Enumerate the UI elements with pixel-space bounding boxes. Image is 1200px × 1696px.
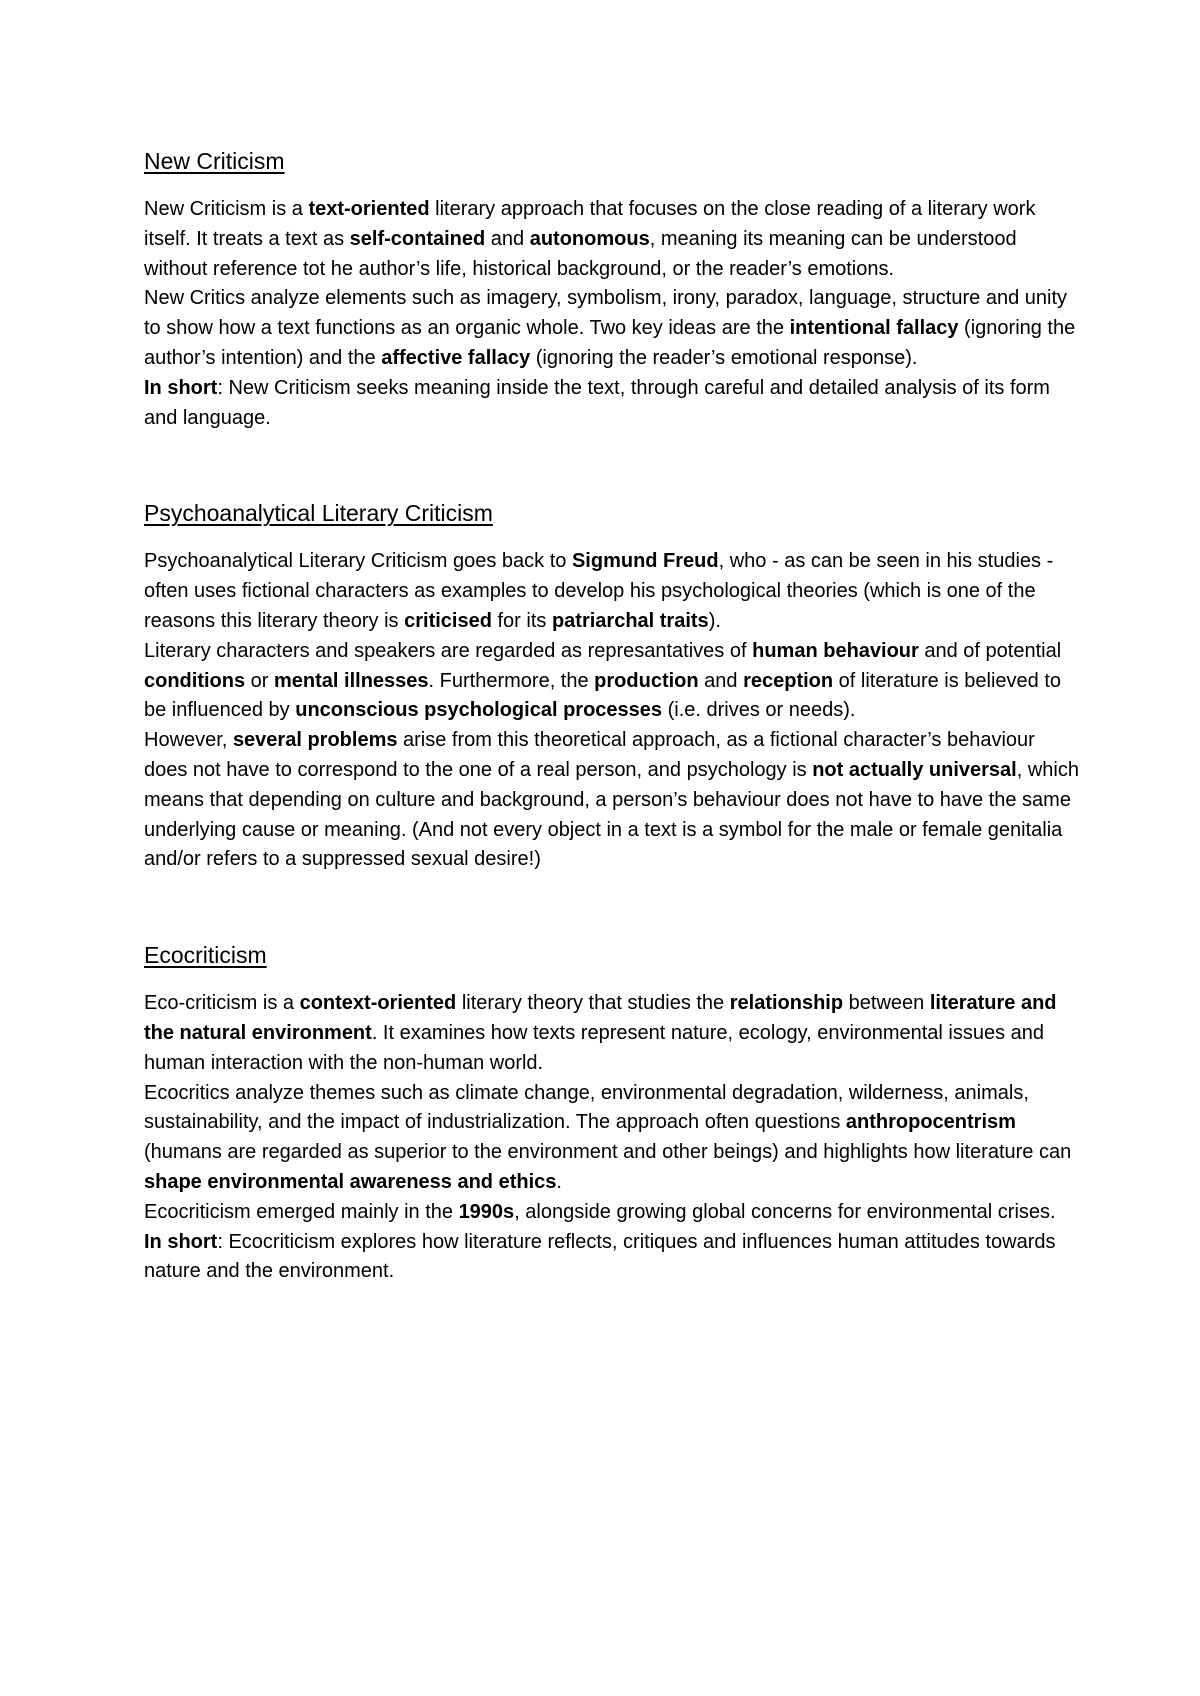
text-run: between (843, 992, 930, 1015)
section-paragraph (144, 195, 1080, 284)
bold-text-run: not actually universal (812, 758, 1017, 781)
text-run: (i.e. drives or needs). (662, 699, 856, 722)
bold-text-run: reception (743, 669, 834, 692)
text-run: , alongside growing global concerns for environmental crises. (514, 1200, 1056, 1223)
text-run: arise from this theoretical approach, as a fictional character’s behaviour does not have to correspond to the one of a real person, and psychology is (144, 729, 1035, 781)
bold-text-run: In short (144, 376, 218, 399)
text-run: . It examines how texts represent nature, ecology, environmental issues and human interaction with the non-human world. (144, 1021, 1045, 1074)
text-run: : New Criticism seeks meaning inside the text, through careful and detailed analysis of its form and language. (144, 376, 1050, 429)
section-paragraph (144, 989, 1080, 1078)
text-run: Eco-criticism is a (144, 992, 300, 1015)
text-run: ). (708, 609, 721, 632)
text-run: , who - as can be seen in his studies - often uses fictional characters as examples to develop his psychological theories (which is one of the reasons this literary theory is (144, 550, 1054, 632)
bold-text-run: text-oriented (308, 198, 430, 220)
text-run: (ignoring the author’s intention) and the (144, 317, 1076, 369)
text-run: Psychoanalytical Literary Criticism goes back to (144, 550, 572, 573)
text-run: Ecocriticism emerged mainly in the (144, 1200, 459, 1223)
section-paragraph (144, 1198, 1080, 1228)
section-paragraph (144, 1079, 1080, 1198)
bold-text-run: human behaviour (752, 639, 919, 662)
text-run: : Ecocriticism explores how literature reflects, critiques and influences human attitudes towards nature and the environment. (144, 1230, 1056, 1283)
bold-text-run: 1990s (458, 1200, 515, 1223)
bold-text-run: criticised (404, 609, 492, 632)
text-run: Literary characters and speakers are regarded as represantatives of (144, 639, 753, 662)
bold-text-run: mental illnesses (274, 669, 429, 692)
bold-text-run: In short (144, 1230, 218, 1253)
section-paragraph (144, 284, 1080, 373)
text-run: Ecocritics analyze themes such as climate change, environmental degradation, wilderness, animals, sustainability, and the impact of industrialization. The approach often questions (144, 1081, 1029, 1134)
bold-text-run: literature and the natural environment (144, 992, 1057, 1044)
section-new-criticism (144, 143, 1080, 433)
section-ecocriticism (144, 937, 1080, 1287)
section-heading: New Criticism (144, 148, 285, 174)
section-heading: Psychoanalytical Literary Criticism (144, 500, 493, 527)
section-paragraph (144, 374, 1080, 434)
text-run: New Critics analyze elements such as imagery, symbolism, irony, paradox, language, structure and unity to show how a text functions as an organic whole. Two key ideas are the (144, 287, 1067, 340)
text-run: literary theory that studies the (456, 992, 730, 1015)
text-run: and (485, 227, 530, 250)
text-run: (ignoring the reader’s emotional response). (530, 346, 918, 369)
text-run: and of potential (918, 639, 1062, 662)
bold-text-run: conditions (144, 669, 246, 692)
text-run: of literature is believed to be influenced by (144, 669, 1062, 722)
section-paragraph (144, 1228, 1080, 1288)
bold-text-run: affective fallacy (381, 346, 531, 369)
text-run: New Criticism is a (144, 198, 309, 220)
bold-text-run: several problems (232, 729, 398, 752)
text-run: for its (491, 609, 552, 632)
bold-text-run: production (594, 669, 699, 692)
section-paragraph (144, 726, 1080, 875)
bold-text-run: Sigmund Freud (571, 550, 719, 573)
text-run: . (556, 1170, 562, 1193)
text-run: literary approach that focuses on the close reading of a literary work itself. It treats a text as (144, 198, 1036, 250)
text-run: However, (144, 729, 233, 752)
bold-text-run: shape environmental awareness and ethics (144, 1170, 557, 1193)
text-run: and (698, 669, 744, 692)
section-paragraph (144, 637, 1080, 726)
bold-text-run: autonomous (529, 227, 650, 250)
text-run: . Furthermore, the (428, 669, 595, 692)
text-run: , which means that depending on culture and background, a person’s behaviour does not have to have the same underlying cause or meaning. (And not every object in a text is a symbol for the male or female genitalia and/or refers to a suppressed sexual desire!) (144, 758, 1079, 871)
bold-text-run: patriarchal traits (551, 609, 709, 632)
bold-text-run: unconscious psychological processes (295, 699, 663, 722)
section-psychoanalytical-criticism (144, 495, 1080, 875)
text-run: (humans are regarded as superior to the environment and other beings) and highlights how literature can (144, 1141, 1072, 1164)
bold-text-run: anthropocentrism (845, 1111, 1016, 1134)
bold-text-run: self-contained (349, 227, 486, 250)
section-heading: Ecocriticism (144, 942, 267, 969)
bold-text-run: context-oriented (299, 992, 457, 1015)
bold-text-run: relationship (729, 992, 844, 1015)
section-paragraph (144, 547, 1080, 636)
bold-text-run: intentional fallacy (789, 317, 959, 340)
text-run: or (245, 669, 275, 692)
text-run: , meaning its meaning can be understood without reference tot he author’s life, historical background, or the reader’s emotions. (144, 227, 1017, 280)
